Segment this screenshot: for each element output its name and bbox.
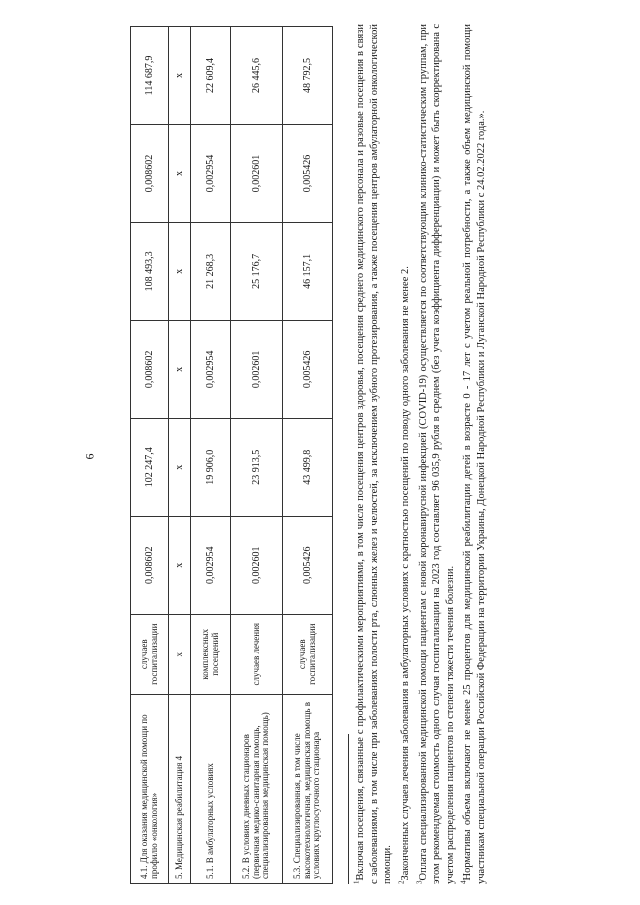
cell-value: х <box>169 320 191 418</box>
table-row <box>191 27 231 884</box>
cell-value: 0,002954 <box>191 124 231 222</box>
row-unit: случаев госпитализации <box>131 614 169 694</box>
cell-value: 0,002954 <box>191 320 231 418</box>
row-unit: случаев лечения <box>231 614 283 694</box>
cell-value: 108 493,3 <box>131 222 169 320</box>
table-row <box>169 27 191 884</box>
cell-value: х <box>169 27 191 125</box>
cell-value: 43 499,8 <box>283 418 333 516</box>
footnote-2 <box>399 24 413 884</box>
cell-value: 0,005426 <box>283 124 333 222</box>
footnote-mark: 4 <box>459 880 468 884</box>
footnote-4 <box>461 24 488 884</box>
footnote-text: Включая посещения, связанные с профилактическими мероприятиями, в том числе посещения центров здоровья, посещения среднего медицинского персонала и разовые посещения в связи с заболеваниями, в том числе при заболеваниях полости рта, слюнных желез и челюстей, за исключением зубного протезирования, а также посещения центров амбулаторной онкологической помощи. <box>355 24 394 884</box>
row-unit: комплексных посещений <box>191 614 231 694</box>
footnote-text: Нормативы объема включают не менее 25 процентов для медицинской реабилитации детей в возрасте 0 - 17 лет с учетом реальной потребности, а также объем медицинской помощи участникам специальной операции Российской Федерации на территории Украины, Донецкой Народной Республики и Луганской Народной Республики с 24.02.2022 года.». <box>462 24 488 884</box>
footnote-mark: 1 <box>352 880 361 884</box>
row-unit: х <box>169 614 191 694</box>
row-name: 4.1. Для оказания медицинской помощи по профилю «онкология» <box>131 694 169 883</box>
cell-value: 0,002601 <box>231 516 283 614</box>
cell-value: 21 268,3 <box>191 222 231 320</box>
footnote-1 <box>354 24 395 884</box>
cell-value: 0,002954 <box>191 516 231 614</box>
cell-value: 0,008602 <box>131 320 169 418</box>
footnotes <box>354 24 493 884</box>
footnote-divider <box>348 734 349 884</box>
footnote-text: Оплата специализированной медицинской помощи пациентам с новой коронавирусной инфекцией (COVID-19) осуществляется по соответствующим клинико-статистическим группам, при этом рекомендуемая стоимость одного случая госпитализации на 2023 год составляет 96 035,9 рубля в среднем (без учета коэффициента дифференциации) и может быть скорректирована с учетом распределения пациентов по степени тяжести течения болезни. <box>417 24 456 884</box>
row-name: 5.1. В амбулаторных условиях <box>191 694 231 883</box>
cell-value: 19 906,0 <box>191 418 231 516</box>
row-name: 5.3. Специализированная, в том числе высокотехнологичная, медицинская помощь в условиях круглосуточного стационара <box>283 694 333 883</box>
rotated-page-content <box>130 10 510 894</box>
footnote-3 <box>417 24 458 884</box>
row-name <box>169 694 191 883</box>
cell-value: х <box>169 222 191 320</box>
cell-value: х <box>169 516 191 614</box>
footnote-mark: 3 <box>415 880 424 884</box>
cell-value: 26 445,6 <box>231 27 283 125</box>
cell-value: 46 157,1 <box>283 222 333 320</box>
cell-value: 23 913,5 <box>231 418 283 516</box>
row-name-text: 5. Медицинская реабилитация 4 <box>173 755 184 879</box>
table-row <box>283 27 333 884</box>
cell-value: х <box>169 124 191 222</box>
cell-value: 48 792,5 <box>283 27 333 125</box>
cell-value: 22 609,4 <box>191 27 231 125</box>
cell-value: 114 687,9 <box>131 27 169 125</box>
cell-value: 0,002601 <box>231 320 283 418</box>
cell-value: 0,008602 <box>131 124 169 222</box>
table-row <box>131 27 169 884</box>
row-name: 5.2. В условиях дневных стационаров (первичная медико-санитарная помощь, специализированная медицинская помощь) <box>231 694 283 883</box>
cell-value: 0,005426 <box>283 516 333 614</box>
cell-value: 0,002601 <box>231 124 283 222</box>
row-unit: случаев госпитализации <box>283 614 333 694</box>
footnote-mark: 2 <box>397 880 406 884</box>
cell-value: 0,005426 <box>283 320 333 418</box>
cell-value: х <box>169 418 191 516</box>
footnote-text: Законченных случаев лечения заболевания в амбулаторных условиях с кратностью посещений по поводу одного заболевания не менее 2. <box>399 266 411 881</box>
cell-value: 0,008602 <box>131 516 169 614</box>
cell-value: 25 176,7 <box>231 222 283 320</box>
table-row <box>231 27 283 884</box>
cell-value: 102 247,4 <box>131 418 169 516</box>
page-number: 6 <box>82 453 97 460</box>
standards-table <box>130 26 333 884</box>
